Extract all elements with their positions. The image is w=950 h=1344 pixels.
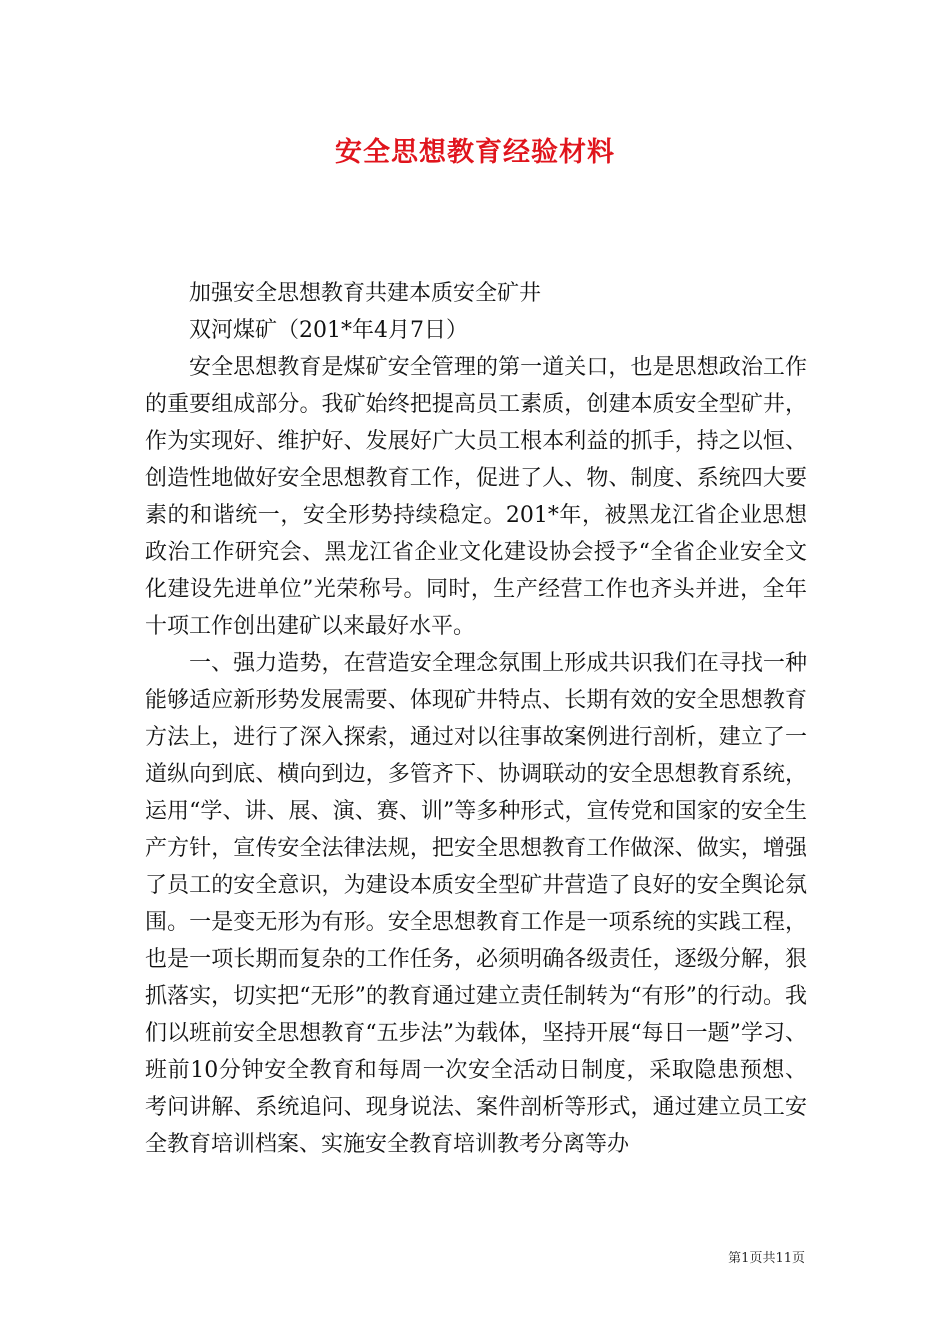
document-title: 安全思想教育经验材料 bbox=[335, 137, 615, 168]
page-number-footer: 第1页共11页 bbox=[728, 1251, 805, 1266]
body-paragraph-1: 安全思想教育是煤矿安全管理的第一道关口，也是思想政治工作的重要组成部分。我矿始终把提高员工素质，创建本质安全型矿井，作为实现好、维护好、发展好广大员工根本利益的抓手，持之以恒、创造性地做好安全思想教育工作，促进了人、物、制度、系统四大要素的和谐统一，安全形势持续稳定。201*年，被黑龙江省企业思想政治工作研究会、黑龙江省企业文化建设协会授予“全省企业安全文化建设先进单位”光荣称号。同时，生产经营工作也齐头并进，全年十项工作创出建矿以来最好水平。 bbox=[145, 355, 807, 639]
body-paragraph-2: 一、强力造势，在营造安全理念氛围上形成共识我们在寻找一种能够适应新形势发展需要、体现矿井特点、长期有效的安全思想教育方法上，进行了深入探索，通过对以往事故案例进行剖析，建立了一道纵向到底、横向到边，多管齐下、协调联动的安全思想教育系统，运用“学、讲、展、演、赛、训”等多种形式，宣传党和国家的安全生产方针，宣传安全法律法规，把安全思想教育工作做深、做实，增强了员工的安全意识，为建设本质安全型矿井营造了良好的安全舆论氛围。一是变无形为有形。安全思想教育工作是一项系统的实践工程，也是一项长期而复杂的工作任务，必须明确各级责任，逐级分解，狠抓落实，切实把“无形”的教育通过建立责任制转为“有形”的行动。我们以班前安全思想教育“五步法”为载体，坚持开展“每日一题”学习、班前10分钟安全教育和每周一次安全活动日制度，采取隐患预想、考问讲解、系统追问、现身说法、案件剖析等形式，通过建立员工安全教育培训档案、实施安全教育培训教考分离等办 bbox=[145, 651, 807, 1157]
document-body bbox=[145, 275, 807, 1163]
document-subtitle: 加强安全思想教育共建本质安全矿井 bbox=[189, 281, 542, 306]
document-byline: 双河煤矿（201*年4月7日） bbox=[189, 318, 468, 343]
